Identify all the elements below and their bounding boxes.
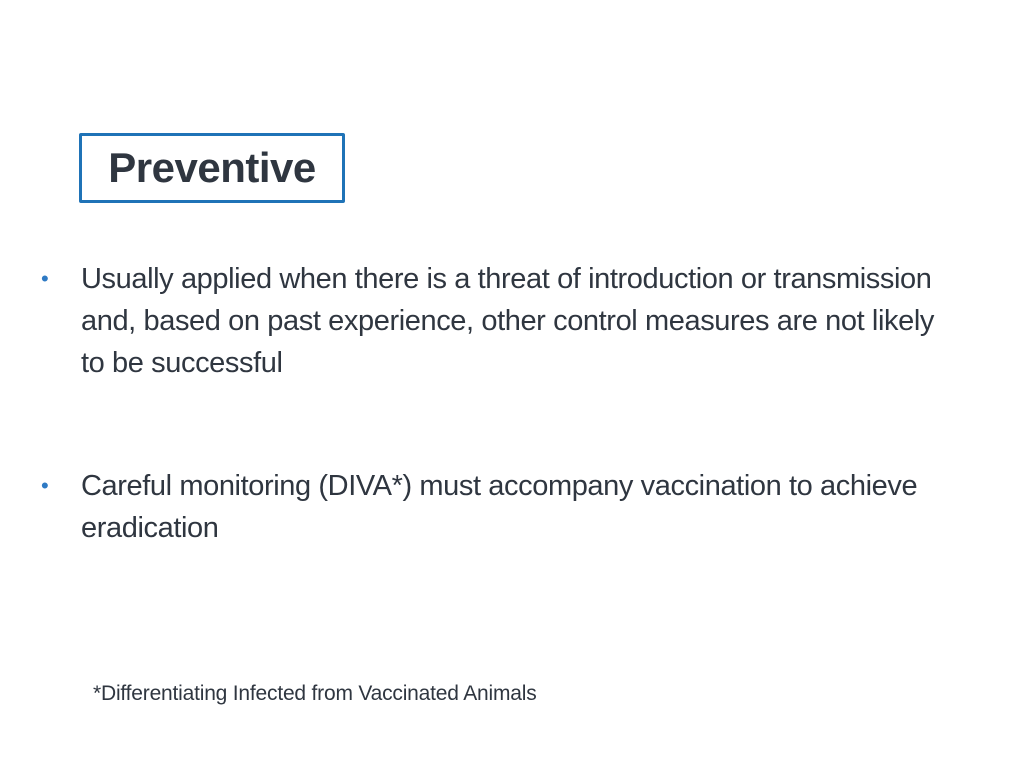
bullet-item [40,465,940,549]
footnote: *Differentiating Infected from Vaccinated Animals [93,682,537,705]
bullet-item [40,258,940,384]
bullet-dot-icon: • [41,473,49,498]
slide-title: Preventive [108,144,316,191]
bullet-text: Usually applied when there is a threat of introduction or transmission and, based on past experience, other control measures are not likely to be successful [81,263,934,379]
bullet-text: Careful monitoring (DIVA*) must accompany vaccination to achieve eradication [81,470,918,544]
bullet-dot-icon: • [41,266,49,291]
title-box [79,133,345,203]
